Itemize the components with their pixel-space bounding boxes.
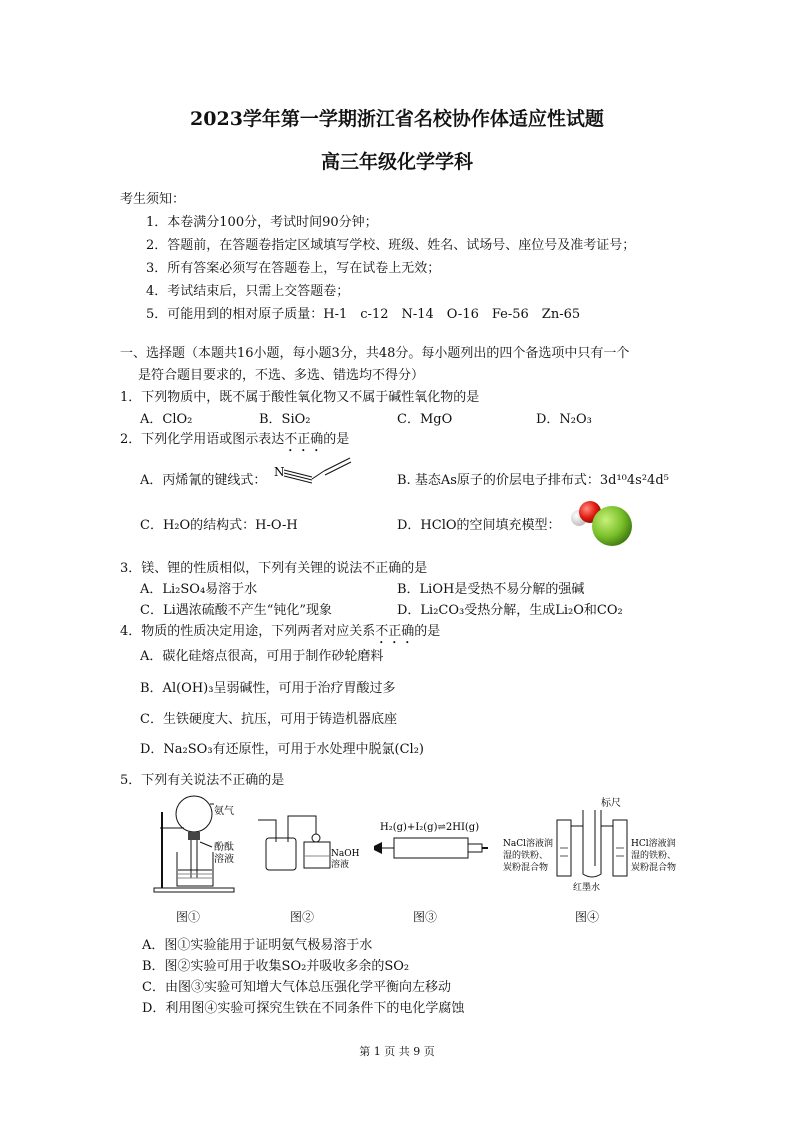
figure-2-gas-collection [258, 812, 366, 874]
q1-option-d: D．N₂O₃ [536, 412, 592, 427]
q2-option-b: B. 基态As原子的价层电子排布式：3d¹⁰4s²4d⁵ [397, 473, 669, 488]
q4-option-b: B．Al(OH)₃呈弱碱性，可用于治疗胃酸过多 [140, 681, 396, 696]
q1-option-b: B．SiO₂ [259, 412, 311, 427]
svg-text:溶液: 溶液 [331, 860, 350, 870]
svg-text:酚酞: 酚酞 [214, 842, 234, 853]
svg-text:氨气: 氨气 [214, 806, 234, 817]
q5-option-d: D．利用图④实验可探究生铁在不同条件下的电化学腐蚀 [142, 1001, 465, 1016]
q1-option-a: A．ClO₂ [140, 412, 193, 427]
section-heading: 一、选择题（本题共16小题，每小题3分，共48分。每小题列出的四个备选项中只有一个 [120, 346, 630, 361]
q1-option-c: C．MgO [397, 412, 453, 427]
svg-text:H₂(g)+I₂(g)⇌2HI(g): H₂(g)+I₂(g)⇌2HI(g) [380, 822, 480, 833]
acrylonitrile-skeletal-formula [272, 455, 354, 485]
q4-option-c: C．生铁硬度大、抗压，可用于铸造机器底座 [140, 712, 397, 727]
q2-stem: 2．下列化学用语或图示表达不正确的是 [120, 432, 350, 447]
svg-text:标尺: 标尺 [601, 798, 621, 809]
chlorine-atom [592, 506, 632, 546]
exam-title: 2023学年第一学期浙江省名校协作体适应性试题 [190, 108, 604, 130]
notice-item-4: 4．考试结束后，只需上交答题卷； [146, 284, 350, 299]
svg-text:湿的铁粉、: 湿的铁粉、 [631, 851, 677, 861]
nitrogen-atom-label: N [274, 465, 285, 479]
q3-stem: 3．镁、锂的性质相似，下列有关锂的说法不正确的是 [120, 561, 428, 576]
q2-option-c: C．H₂O的结构式：H-O-H [140, 518, 298, 533]
exam-subtitle: 高三年级化学学科 [320, 151, 473, 173]
q4-stem: 4．物质的性质决定用途，下列两者对应关系不正确的是 [120, 624, 441, 639]
svg-text:红墨水: 红墨水 [573, 883, 601, 892]
svg-text:炭粉混合物: 炭粉混合物 [631, 863, 677, 873]
hclo-space-filling-model [566, 498, 636, 550]
q3-option-a: A．Li₂SO₄易溶于水 [140, 582, 258, 597]
figure-1-fountain-apparatus [150, 792, 245, 898]
q4-option-a: A．碳化硅熔点很高，可用于制作砂轮磨料 [140, 649, 384, 664]
notice-item-1: 1．本卷满分100分，考试时间90分钟； [146, 215, 378, 230]
q5-option-b: B．图②实验可用于收集SO₂并吸收多余的SO₂ [142, 959, 410, 974]
figure-1-caption: 图① [176, 910, 201, 924]
q3-option-d: D．Li₂CO₃受热分解，生成Li₂O和CO₂ [397, 603, 623, 618]
figure-4-caption: 图④ [575, 910, 600, 924]
q2-emphasis: 不正确 [284, 432, 324, 447]
q3-option-c: C．Li遇浓硫酸不产生“钝化”现象 [140, 603, 333, 618]
q4-emphasis: 不正确 [375, 624, 415, 639]
notice-heading: 考生须知： [120, 192, 186, 207]
q3-option-b: B．LiOH是受热不易分解的强碱 [397, 582, 585, 597]
section-heading-cont: 是符合题目要求的，不选、多选、错选均不得分） [138, 368, 425, 383]
svg-text:炭粉混合物: 炭粉混合物 [503, 863, 549, 873]
q1-stem: 1．下列物质中，既不属于酸性氧化物又不属于碱性氧化物的是 [120, 390, 480, 405]
figure-4-corrosion-apparatus [503, 796, 685, 892]
svg-text:HCl溶液润: HCl溶液润 [631, 839, 676, 849]
q2-option-a: A．丙烯氰的键线式： [140, 473, 267, 488]
svg-text:NaCl溶液润: NaCl溶液润 [503, 839, 554, 849]
page-footer: 第 1 页 共 9 页 [359, 1045, 435, 1058]
svg-text:NaOH: NaOH [331, 849, 360, 859]
svg-text:湿的铁粉、: 湿的铁粉、 [503, 851, 549, 861]
figure-3-syringe [370, 818, 490, 866]
q5-option-c: C．由图③实验可知增大气体总压强化学平衡向左移动 [142, 980, 451, 995]
q5-stem: 5．下列有关说法不正确的是 [120, 773, 285, 788]
figure-2-caption: 图② [290, 910, 315, 924]
notice-item-5: 5．可能用到的相对原子质量：H-1 c-12 N-14 O-16 Fe-56 Zn-65 [146, 307, 581, 322]
q2-option-d: D．HClO的空间填充模型： [397, 518, 561, 533]
q5-option-a: A．图①实验能用于证明氨气极易溶于水 [142, 938, 373, 953]
q4-option-d: D．Na₂SO₃有还原性，可用于水处理中脱氯(Cl₂) [140, 742, 424, 757]
notice-item-3: 3．所有答案必须写在答题卷上，写在试卷上无效； [146, 261, 441, 276]
svg-text:溶液: 溶液 [214, 854, 234, 865]
notice-item-2: 2．答题前，在答题卷指定区域填写学校、班级、姓名、试场号、座位号及准考证号； [146, 238, 636, 253]
figure-3-caption: 图③ [413, 910, 438, 924]
